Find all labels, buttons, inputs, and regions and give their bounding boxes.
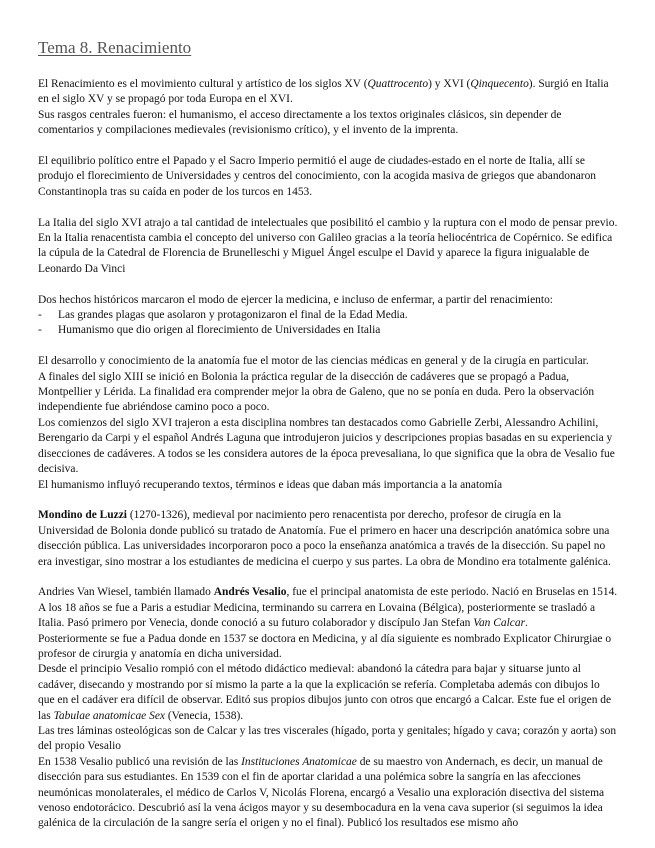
vesalio-paragraph-2: Posteriormente se fue a Padua donde en 1537 se doctora en Medicina, y al día siguiente es nombrado Explicator Chirurgiae o profesor de cirurgia y anatomía en dicha universidad. [38, 632, 612, 660]
bullet-dash: - [38, 324, 42, 337]
instituciones-title: Instituciones Anatomicae [241, 755, 357, 768]
document-page [38, 37, 618, 832]
intro-text: El Renacimiento es el movimiento cultural y artístico de los siglos XV ( [38, 78, 368, 90]
mondino-paragraph [38, 508, 618, 570]
vesalio-text: de su maestro von Andernach, es decir, un manual de disección para sus estudiantes. En 1539 con el fin de aportar claridad a una polémica sobre la sangría en las afecciones neumónicas monolaterales, el médico de Carlos V, Nicolás Florena, encargó a Vesalio una exploración disectiva del sistema venoso endotorácico. Descubrió así la vena ácigos mayor y su desembocadura en la vena cava superior (si seguimos la idea galénica de la circulación de la sangre sería el origen y no el final). Publicó los resultados ese mismo año [38, 755, 605, 830]
qinquecento-term: Qinquecento [470, 78, 529, 90]
vesalio-name: Andrés Vesalio [213, 586, 287, 599]
anatomia-paragraph-1: El desarrollo y conocimiento de la anatomía fue el motor de las ciencias médicas en general y de la cirugía en particular. [38, 355, 589, 368]
van-calcar-name: Van Calcar [473, 617, 526, 630]
hechos-intro: Dos hechos históricos marcaron el modo de ejercer la medicina, e incluso de enfermar, a partir del renacimiento: [38, 293, 553, 306]
vesalio-text: , fue el principal anatomista de este periodo. Nació en Bruselas en 1514. A los 18 años se fue a Paris a estudiar Medicina, terminando su carrera en Lovaina (Bélgica), posteriormente se trasladó a Italia. Pasó primero por Venecia, donde conoció a su futuro colaborador y discípulo Jan Stefan [38, 586, 618, 630]
vesalio-paragraph-5 [38, 755, 618, 832]
list-item [38, 323, 618, 338]
vesalio-text: En 1538 Vesalio publicó una revisión de las [38, 755, 242, 768]
vesalio-text: . [525, 617, 528, 630]
tabulae-title: Tabulae anatomicae Sex [53, 709, 165, 722]
intro-text: ). Surgió en Italia en el siglo XV y se propagó por toda Europa en el XVI. [38, 78, 609, 106]
anatomia-paragraph-4: El humanismo influyó recuperando textos, términos e ideas que daban más importancia a la anatomía [38, 478, 503, 491]
mondino-name: Mondino de Luzzi [38, 509, 127, 522]
vesalio-paragraph-1 [38, 585, 618, 631]
list-item [38, 308, 618, 323]
mondino-text: (1270-1326), medieval por nacimiento pero renacentista por derecho, profesor de cirugía en la Universidad de Bolonia donde publicó su tratado de Anatomía. Fue el primero en hacer una descripción anatómica sobre una disección pública. Las universidades incorporaron poco a poco la enseñanza anatómica a través de la disección. Su papel no era investigar, sino mostrar a los estudiantes de medicina el cuerpo y sus partes. La obra de Mondino era totalmente galénica. [38, 509, 611, 568]
page-title: Tema 8. Renacimiento [38, 38, 192, 57]
intro-text: ) y XVI ( [428, 78, 471, 90]
equilibrio-paragraph: El equilibrio político entre el Papado y el Sacro Imperio permitió el auge de ciudades-estado en el norte de Italia, allí se produjo el florecimiento de Universidades y centros del conocimiento, con la acogida masiva de griegos que abandonaron Constantinopla tras su caída en poder de los turcos en 1453. [38, 155, 597, 198]
list-item-text: Humanismo que dio origen al florecimiento de Universidades en Italia [58, 324, 381, 337]
anatomia-paragraph-3: Los comienzos del siglo XVI trajeron a esta disciplina nombres tan destacados como Gabrielle Zerbi, Alessandro Achilini, Berengario da Carpi y el español Andrés Laguna que introdujeron juicios y descripciones propias basadas en su experiencia y disecciones de cadáveres. A todos se les considera autores de la época prevesaliana, lo que significa que la obra de Vesalio fue decisiva. [38, 416, 615, 476]
bullet-dash: - [38, 309, 42, 322]
vesalio-text: Desde el principio Vesalio rompió con el método didáctico medieval: abandonó la cátedra para bajar y situarse junto al cadáver, disecando y mostrando por sí mismo la parte a la que la explicación se refería. Completaba además con dibujos lo que en el cadáver era difícil de observar. Editó sus propios dibujos junto con otros que encargó a Calcar. Este fue el origen de las [38, 663, 612, 722]
vesalio-paragraph-4: Las tres láminas osteológicas son de Calcar y las tres viscerales (hígado, porta y genitales; hígado y cava; corazón y aorta) son del propio Vesalio [38, 724, 617, 753]
intro-paragraph-1 [38, 77, 618, 108]
quattrocento-term: Quattrocento [367, 78, 429, 90]
anatomia-paragraph-2: A finales del siglo XIII se inició en Bolonia la práctica regular de la disección de cadáveres que se propagó a Padua, Montpellier y Lérida. La finalidad era comprender mejor la obra de Galeno, que no se ponía en duda. Pero la observación independiente fue abriéndose camino poco a poco. [38, 370, 595, 414]
list-item-text: Las grandes plagas que asolaron y protagonizaron el final de la Edad Media. [58, 309, 408, 322]
vesalio-paragraph-3 [38, 662, 618, 724]
italia-paragraph: La Italia del siglo XVI atrajo a tal cantidad de intelectuales que posibilitó el cambio y la ruptura con el modo de pensar previo. En la Italia renacentista cambia el concepto del universo con Galileo gracias a la teoría heliocéntrica de Copérnico. Se edifica la cúpula de la Catedral de Florencia de Brunelleschi y Miguel Ángel esculpe el David y aparece la figura inigualable de Leonardo Da Vinci [38, 216, 618, 275]
vesalio-text: (Venecia, 1538). [164, 709, 244, 722]
intro-paragraph-2: Sus rasgos centrales fueron: el humanismo, el acceso directamente a los textos originales clásicos, sin depender de comentarios y compilaciones medievales (revisionismo crítico), y el invento de la imprenta. [38, 108, 562, 137]
vesalio-text: Andries Van Wiesel, también llamado [38, 586, 214, 599]
